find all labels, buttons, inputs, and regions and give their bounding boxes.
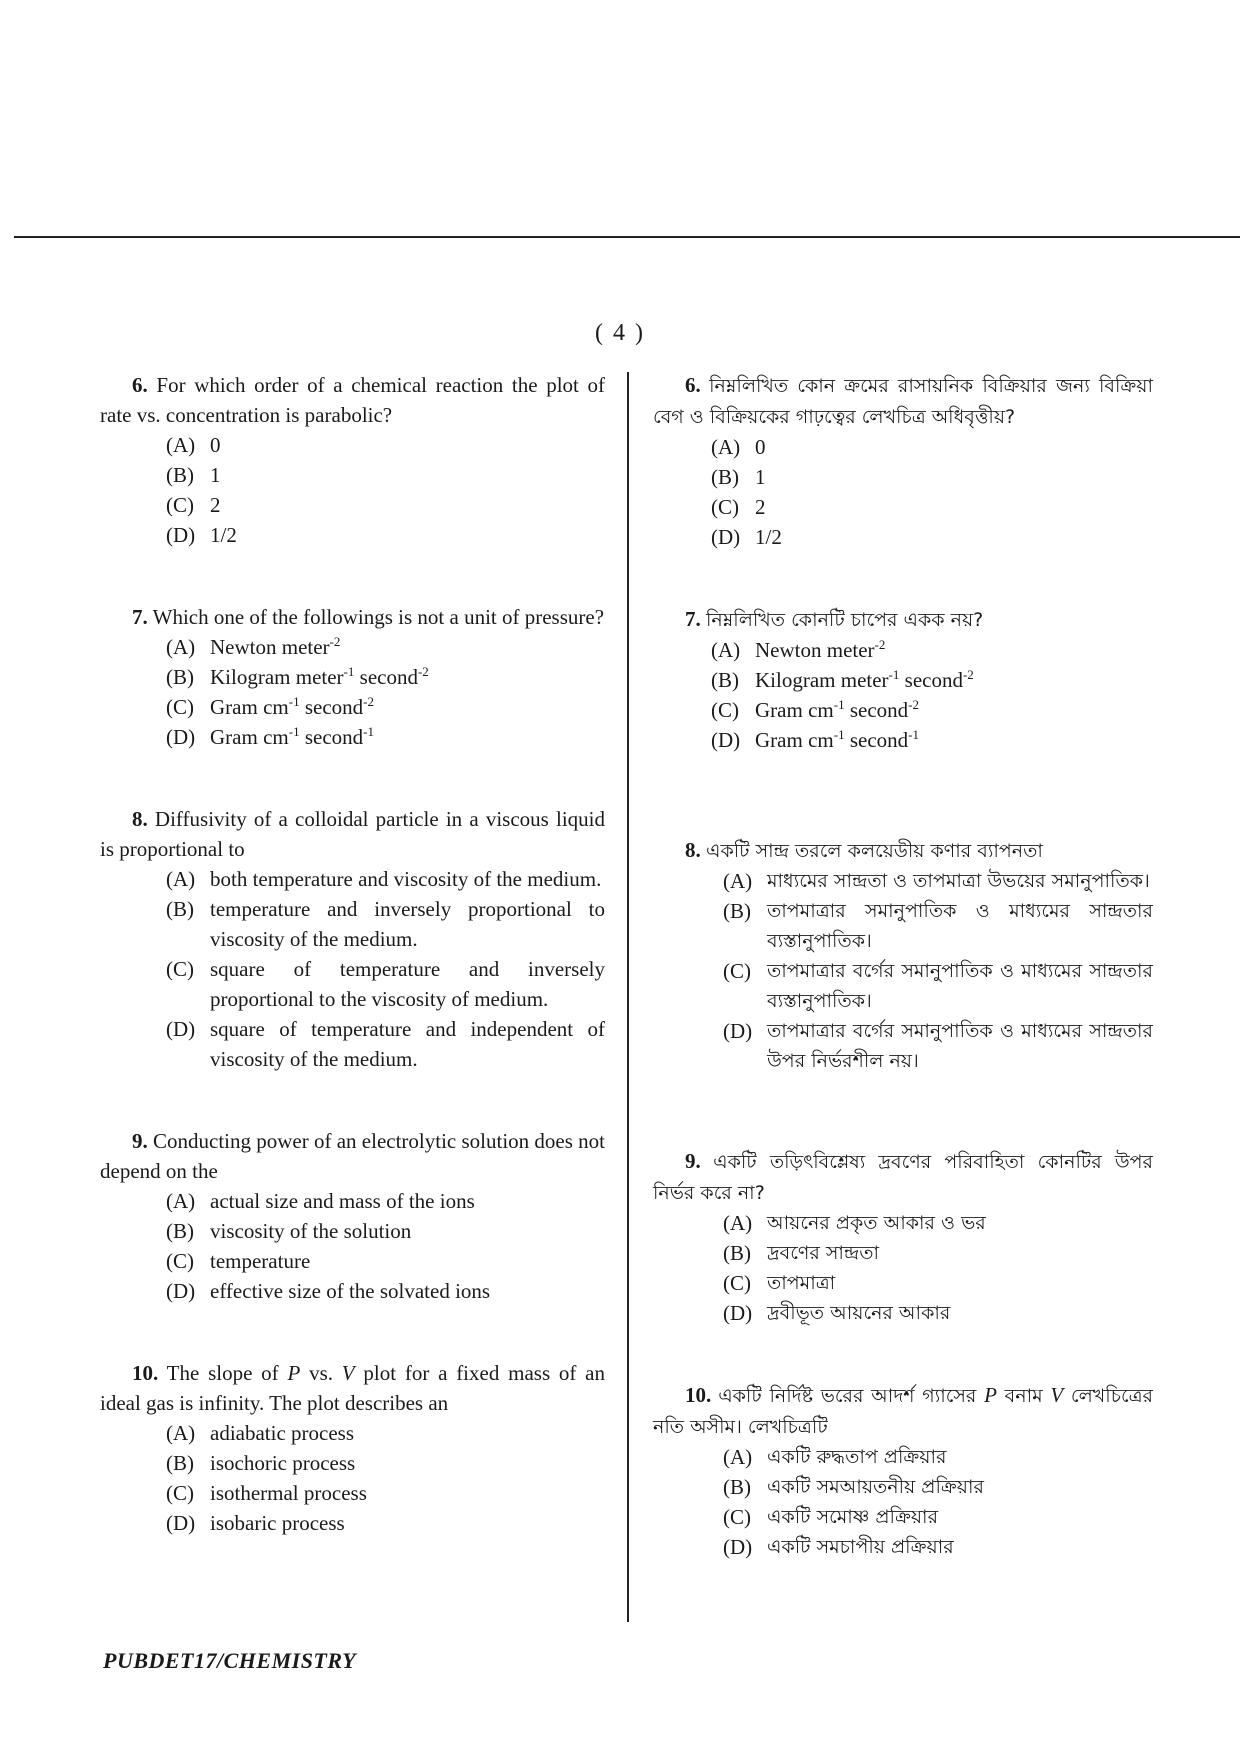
option-text: Gram $cm^{-1}$ second$^{-2}$ (755, 697, 919, 722)
option-text: তাপমাত্রা (767, 1272, 836, 1294)
options-list (100, 1186, 605, 1306)
question-text: Which one of the followings is not a unit of pressure? (152, 605, 605, 629)
option-label: (B) (723, 1241, 751, 1265)
question-text: নিম্নলিখিত কোন ক্রমের রাসায়নিক বিক্রিয়ার জন্য বিক্রিয়া বেগ ও বিক্রিয়কের গাঢ়ত্বের লেখচিত্র অধিবৃত্তীয়? (653, 375, 1154, 428)
option-text: একটি সমআয়তনীয় প্রক্রিয়ার (767, 1476, 984, 1498)
option-text: 1/2 (755, 525, 782, 549)
option-text: Kilogram meter$^{-1}$ second$^{-2}$ (755, 667, 974, 692)
question-text: একটি সান্দ্র তরলে কলয়েডীয় কণার ব্যাপনতা (706, 840, 1043, 862)
question-10 (100, 1358, 605, 1538)
question-8-bn (653, 835, 1153, 1076)
option-text: Kilogram meter$^{-1}$ second$^{-2}$ (210, 664, 429, 689)
question-number: 10. (685, 1383, 712, 1407)
question-number: 9. (685, 1149, 701, 1173)
options-list (100, 864, 605, 1074)
options-list (653, 866, 1153, 1076)
top-rule (14, 236, 1240, 238)
option-label: (D) (166, 523, 196, 547)
question-text: The slope of P vs. V plot for a fixed mass of an ideal gas is infinity. The plot describes an (100, 1361, 605, 1415)
option-text: 0 (755, 435, 766, 459)
option (166, 1186, 605, 1216)
options-list (100, 430, 605, 550)
option-text: Gram $cm^{-1}$ second$^{-2}$ (210, 694, 374, 719)
question-6-bn (653, 370, 1153, 552)
option-label: (A) (711, 638, 741, 662)
question-text: একটি তড়িৎবিশ্লেষ্য দ্রবণের পরিবাহিতা কোনটির উপর নির্ভর করে না? (653, 1151, 1153, 1204)
option-label: (D) (166, 1017, 196, 1041)
option (166, 692, 605, 722)
page-number: ( 4 ) (595, 320, 645, 346)
question-6 (100, 370, 605, 550)
question-text: Diffusivity of a colloidal particle in a viscous liquid is proportional to (100, 807, 605, 861)
option (711, 635, 1153, 665)
option-text: 1 (210, 463, 221, 487)
option-text: isobaric process (210, 1511, 345, 1535)
option-text: দ্রবণের সান্দ্রতা (767, 1242, 880, 1264)
question-text: একটি নির্দিষ্ট ভরের আদর্শ গ্যাসের P বনাম V লেখচিত্রের নতি অসীম। লেখচিত্রটি (653, 1383, 1153, 1438)
option-label: (D) (711, 728, 741, 752)
option (166, 1448, 605, 1478)
option-label: (A) (723, 1445, 753, 1469)
options-list (653, 1208, 1153, 1328)
option-label: (A) (166, 635, 196, 659)
option-text: 0 (210, 433, 221, 457)
option-label: (D) (166, 1511, 196, 1535)
option-label: (A) (723, 869, 753, 893)
question-10-bn (653, 1380, 1153, 1562)
option-label: (C) (166, 1249, 194, 1273)
option-text: Newton meter$^{-2}$ (210, 634, 341, 659)
option-text: temperature (210, 1249, 311, 1273)
option-label: (C) (166, 957, 194, 981)
option-text: actual size and mass of the ions (210, 1189, 475, 1213)
option-text: 1 (755, 465, 766, 489)
option-label: (B) (723, 1475, 751, 1499)
option-label: (A) (711, 435, 741, 459)
option (723, 1268, 1153, 1298)
question-number: 6. (685, 373, 701, 397)
option-label: (D) (723, 1535, 753, 1559)
question-9 (100, 1126, 605, 1306)
option-text: একটি রুদ্ধতাপ প্রক্রিয়ার (767, 1446, 947, 1468)
english-column (100, 370, 605, 1538)
option (711, 522, 1153, 552)
option (723, 956, 1153, 1016)
option (711, 665, 1153, 695)
option-text: মাধ্যমের সান্দ্রতা ও তাপমাত্রা উভয়ের সমানুপাতিক। (767, 870, 1150, 892)
question-8 (100, 804, 605, 1074)
option-label: (B) (166, 1219, 194, 1243)
option-label: (D) (166, 1279, 196, 1303)
option-label: (D) (711, 525, 741, 549)
option-label: (A) (723, 1211, 753, 1235)
options-list (653, 432, 1153, 552)
option-text: both temperature and viscosity of the medium. (210, 867, 602, 891)
question-text: নিম্নলিখিত কোনটি চাপের একক নয়? (706, 609, 984, 631)
option-text: temperature and inversely proportional to viscosity of the medium. (210, 897, 605, 951)
option-text: একটি সমচাপীয় প্রক্রিয়ার (767, 1536, 954, 1558)
option (723, 1208, 1153, 1238)
option-text: isochoric process (210, 1451, 356, 1475)
option-text: Gram $cm^{-1}$ second$^{-1}$ (755, 727, 919, 752)
option-text: 2 (210, 493, 221, 517)
question-number: 7. (685, 607, 701, 631)
option (166, 954, 605, 1014)
option-label: (C) (166, 695, 194, 719)
question-number: 9. (132, 1129, 148, 1153)
option (166, 1246, 605, 1276)
question-text: For which order of a chemical reaction the plot of rate vs. concentration is parabolic? (100, 373, 605, 427)
option-text: Newton meter$^{-2}$ (755, 637, 886, 662)
option (166, 1478, 605, 1508)
option-label: (C) (166, 493, 194, 517)
question-number: 7. (132, 605, 148, 629)
question-number: 10. (132, 1361, 159, 1385)
option-text: adiabatic process (210, 1421, 355, 1445)
option (723, 1238, 1153, 1268)
option (166, 1418, 605, 1448)
question-7-bn (653, 604, 1153, 755)
option (166, 894, 605, 954)
option-label: (B) (166, 665, 194, 689)
option-label: (C) (723, 959, 751, 983)
question-number: 6. (132, 373, 148, 397)
options-list (653, 635, 1153, 755)
option (166, 722, 605, 752)
option (711, 492, 1153, 522)
option-label: (D) (723, 1019, 753, 1043)
option (166, 520, 605, 550)
option (166, 430, 605, 460)
option (723, 866, 1153, 896)
option (166, 460, 605, 490)
option (711, 695, 1153, 725)
option (711, 725, 1153, 755)
option-text: একটি সমোষ্ণ প্রক্রিয়ার (767, 1506, 939, 1528)
options-list (100, 632, 605, 752)
option (723, 1472, 1153, 1502)
option-label: (C) (711, 698, 739, 722)
question-number: 8. (685, 838, 701, 862)
option-label: (A) (166, 433, 196, 457)
bengali-column (653, 370, 1153, 1562)
option-text: দ্রবীভূত আয়নের আকার (767, 1302, 951, 1324)
option-label: (D) (166, 725, 196, 749)
option-text: viscosity of the solution (210, 1219, 412, 1243)
option-label: (A) (166, 1189, 196, 1213)
option-label: (C) (723, 1271, 751, 1295)
option (723, 1532, 1153, 1562)
option-text: effective size of the solvated ions (210, 1279, 491, 1303)
option (166, 490, 605, 520)
option (166, 1014, 605, 1074)
option-label: (B) (166, 1451, 194, 1475)
question-number: 8. (132, 807, 148, 831)
option (166, 1276, 605, 1306)
option (166, 1216, 605, 1246)
option-label: (B) (711, 668, 739, 692)
option (723, 1298, 1153, 1328)
option-text: 2 (755, 495, 766, 519)
option-label: (C) (723, 1505, 751, 1529)
option-text: Gram $cm^{-1}$ second$^{-1}$ (210, 724, 374, 749)
option (723, 1502, 1153, 1532)
option-text: আয়নের প্রকৃত আকার ও ভর (767, 1212, 986, 1234)
option-label: (C) (166, 1481, 194, 1505)
options-list (653, 1442, 1153, 1562)
column-divider (627, 372, 629, 1622)
option-label: (A) (166, 867, 196, 891)
option-label: (A) (166, 1421, 196, 1445)
footer-code: PUBDET17/CHEMISTRY (103, 1648, 357, 1673)
option-text: isothermal process (210, 1481, 367, 1505)
question-text: Conducting power of an electrolytic solution does not depend on the (100, 1129, 605, 1183)
option-text: তাপমাত্রার বর্গের সমানুপাতিক ও মাধ্যমের সান্দ্রতার ব্যস্তানুপাতিক। (767, 960, 1153, 1012)
option-label: (B) (711, 465, 739, 489)
option (166, 632, 605, 662)
option-text: square of temperature and independent of viscosity of the medium. (210, 1017, 605, 1071)
option-label: (B) (723, 899, 751, 923)
options-list (100, 1418, 605, 1538)
option (711, 462, 1153, 492)
option (723, 1442, 1153, 1472)
option (711, 432, 1153, 462)
option-text: তাপমাত্রার সমানুপাতিক ও মাধ্যমের সান্দ্রতার ব্যস্তানুপাতিক। (767, 900, 1153, 952)
option-label: (B) (166, 897, 194, 921)
option (723, 1016, 1153, 1076)
option (723, 896, 1153, 956)
option-label: (B) (166, 463, 194, 487)
question-7 (100, 602, 605, 752)
option-label: (C) (711, 495, 739, 519)
option-text: 1/2 (210, 523, 237, 547)
option (166, 662, 605, 692)
option (166, 864, 605, 894)
option-text: square of temperature and inversely proportional to the viscosity of medium. (210, 957, 605, 1011)
option-label: (D) (723, 1301, 753, 1325)
option (166, 1508, 605, 1538)
option-text: তাপমাত্রার বর্গের সমানুপাতিক ও মাধ্যমের সান্দ্রতার উপর নির্ভরশীল নয়। (767, 1020, 1153, 1072)
question-9-bn (653, 1146, 1153, 1328)
